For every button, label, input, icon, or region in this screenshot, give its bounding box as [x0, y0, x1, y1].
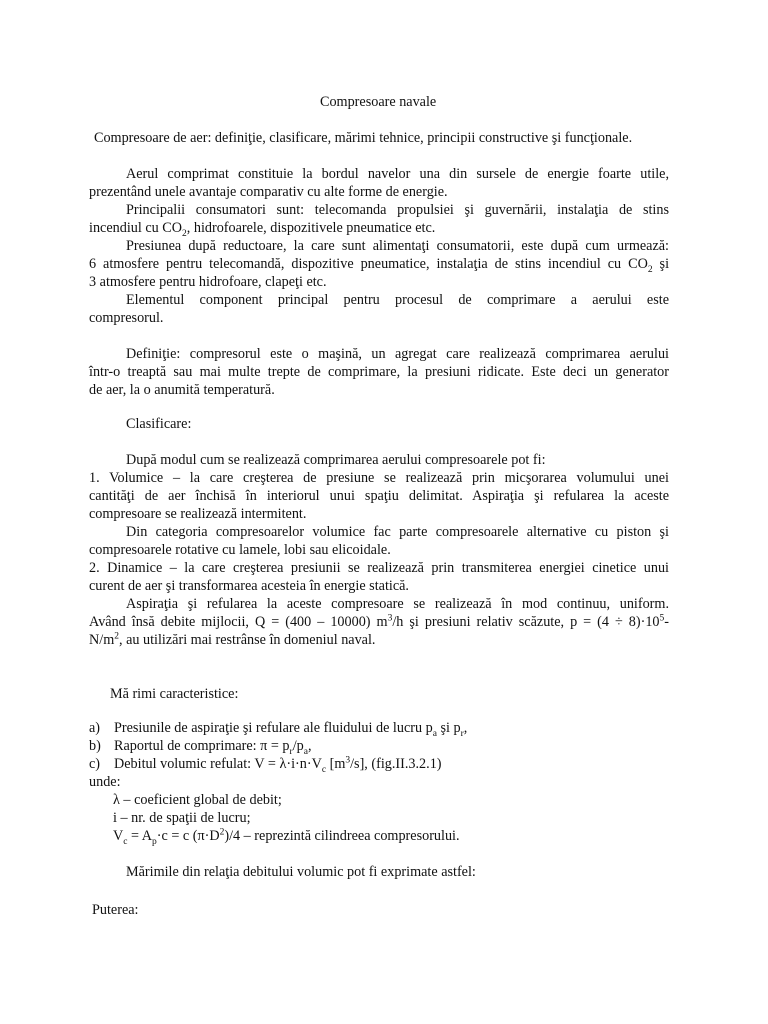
section-heading: Clasificare:	[126, 416, 192, 432]
definition-line: i – nr. de spaţii de lucru;	[113, 810, 251, 826]
definition-line: λ – coeficient global de debit;	[113, 792, 282, 808]
paragraph-line: compresoare se realizează intermitent.	[89, 506, 307, 522]
paragraph-line: Având însă debite mijlocii, Q = (400 – 10000) $m^3/h$ şi presiuni relativ scăzute, $p = (4 \div 8)\cdot 10^5-$	[89, 613, 670, 630]
paragraph-line: compresoarele rotative cu lamele, lobi sau elicoidale.	[89, 542, 391, 558]
list-item: a) Presiunile de aspiraţie şi refulare ale fluidului de lucru $p_a$ şi $p_r$,	[89, 720, 468, 739]
list-item: b) Raportul de comprimare: $\pi = p_r/p_a$,	[89, 738, 312, 757]
paragraph-line: După modul cum se realizează comprimarea aerului compresoarele pot fi:	[126, 452, 546, 468]
paragraph-line: prezentând unele avantaje comparativ cu alte forme de energie.	[89, 184, 448, 200]
definition-line: $V_c = A_p\cdot c = c$ $(\pi\cdot D^2)/4$ – reprezintă cilindreea compresorului.	[113, 827, 460, 847]
paragraph-line: 2. Dinamice – la care creşterea presiunii se realizează prin transmiterea energiei cinetice unui	[89, 560, 669, 576]
paragraph-line: Presiunea după reductoare, la care sunt alimentaţi consumatorii, este după cum urmează:	[126, 238, 669, 254]
paragraph-line: 3 atmosfere pentru hidrofoare, clapeţi etc.	[89, 274, 327, 290]
section-heading: Puterea:	[92, 902, 139, 918]
page-title: Compresoare navale	[320, 94, 437, 110]
paragraph-line: Principalii consumatori sunt: telecomanda propulsiei şi guvernării, instalaţia de stins	[126, 202, 669, 218]
paragraph-line: compresorul.	[89, 310, 164, 326]
paragraph-line: Mărimile din relaţia debitului volumic pot fi exprimate astfel:	[126, 864, 476, 880]
paragraph-line: Definiţie: compresorul este o maşină, un agregat care realizează comprimarea aerului	[126, 346, 669, 362]
page-subtitle: Compresoare de aer: definiţie, clasificare, mărimi tehnice, principii constructive şi funcţionale.	[94, 130, 633, 146]
section-heading: Mă rimi caracteristice:	[110, 686, 239, 702]
paragraph-line: curent de aer şi transformarea acesteia în energie statică.	[89, 578, 409, 594]
paragraph-line: incendiul cu $CO_2$, hidrofoarele, dispozitivele pneumatice etc.	[89, 220, 436, 239]
paragraph-line: 1. Volumice – la care creşterea de presiune se realizează prin micşorarea volumului unei	[89, 470, 669, 486]
paragraph-line: Din categoria compresoarelor volumice fac parte compresoarele alternative cu piston şi	[126, 524, 669, 540]
paragraph-line: cantităţi de aer închisă în interiorul unui spaţiu delimitat. Aspiraţia şi refularea la aceste	[89, 488, 669, 504]
list-item: c) Debitul volumic refulat: $V = \lambda\cdot i\cdot n\cdot V_c$ $[m^3/s]$, (fig.II.3.2.1)	[89, 755, 442, 775]
paragraph-line: Elementul component principal pentru procesul de comprimare a aerului este	[126, 292, 669, 308]
paragraph-line: Aspiraţia şi refularea la aceste compresoare se realizează în mod continuu, uniform.	[126, 596, 669, 612]
paragraph-line: într-o treaptă sau mai multe trepte de comprimare, la presiuni ridicate. Este deci un generator	[89, 364, 669, 380]
paragraph-line: unde:	[89, 774, 121, 790]
paragraph-line: de aer, la o anumită temperatură.	[89, 382, 275, 398]
paragraph-line: 6 atmosfere pentru telecomandă, dispozitive pneumatice, instalaţia de stins incendiul cu $CO_2$ şi	[89, 256, 670, 275]
paragraph-line: $N/m^2$, au utilizări mai restrânse în domeniul naval.	[89, 631, 376, 648]
paragraph-line: Aerul comprimat constituie la bordul navelor una din sursele de energie foarte utile,	[126, 166, 669, 182]
